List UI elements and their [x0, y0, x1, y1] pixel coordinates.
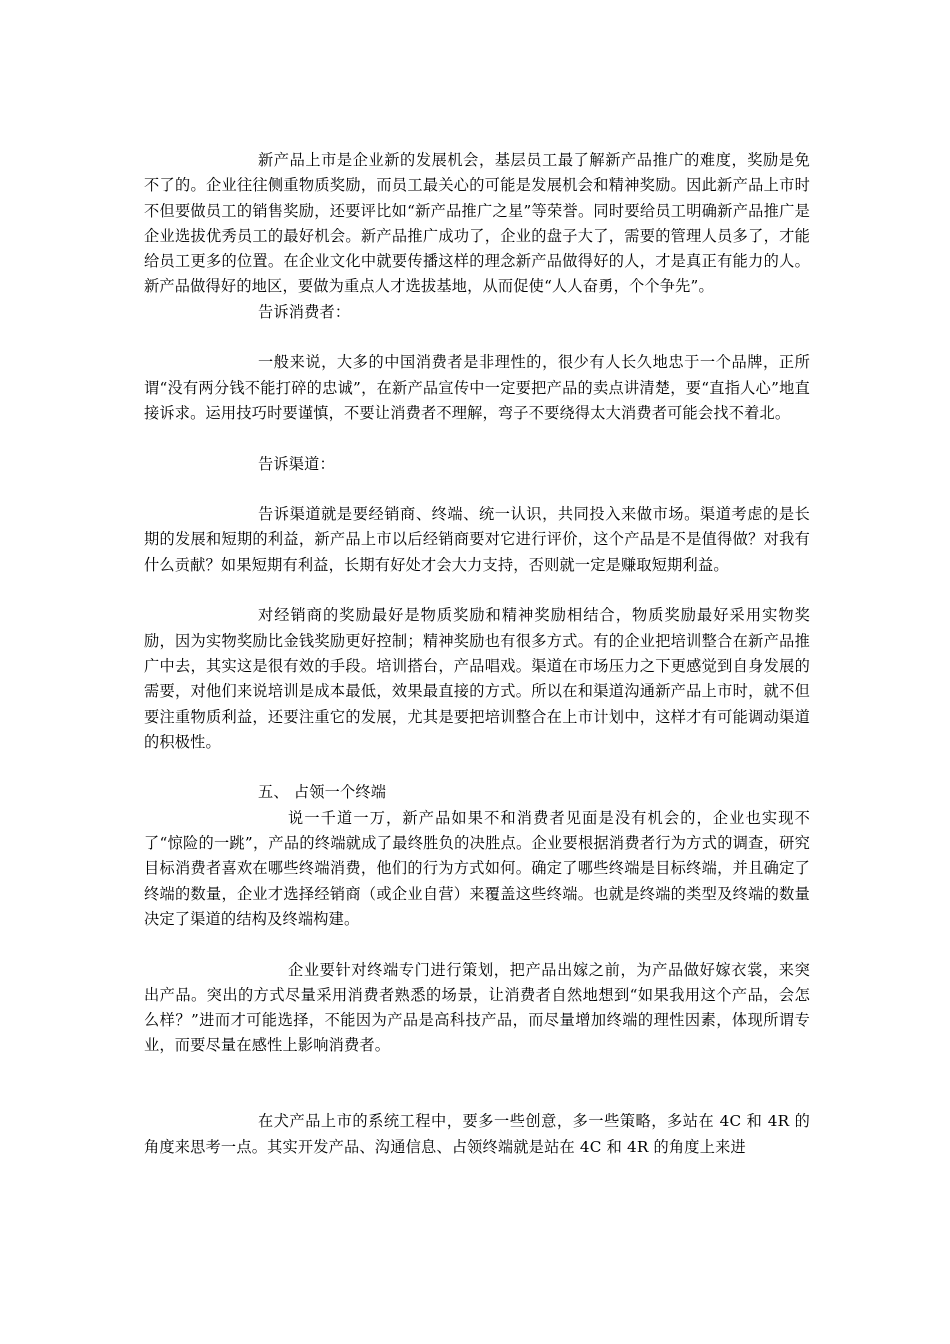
section-label-consumers: 告诉消费者： [258, 302, 351, 321]
spacer [144, 477, 810, 502]
paragraph-employee-rewards: 新产品上市是企业新的发展机会，基层员工最了解新产品推广的难度，奖励是免不了的。企业往往侧重物质奖励，而员工最关心的可能是发展机会和精神奖励。因此新产品上市时不但要做员工的销售奖励，还要评比如“新产品推广之星”等荣誉。同时要给员工明确新产品推广是企业选拔优秀员工的最好机会。新产品推广成功了，企业的盘子大了，需要的管理人员多了，才能给员工更多的位置。在企业文化中就要传播这样的理念新产品做得好的人，才是真正有能力的人。新产品做得好的地区，要做为重点人才选拔基地，从而促使“人人奋勇，个个争先”。 [144, 151, 810, 296]
spacer [144, 932, 810, 957]
spacer [144, 755, 810, 780]
document-body [144, 148, 810, 1160]
spacer [144, 325, 810, 350]
spacer [144, 1059, 810, 1110]
paragraph-terminal-planning: 企业要针对终端专门进行策划，把产品出嫁之前，为产品做好嫁衣裳，来突出产品。突出的方式尽量采用消费者熟悉的场景，让消费者自然地想到“如果我用这个产品，会怎么样？”进而才可能选择，不能因为产品是高科技产品，而尽量增加终端的理性因素，体现所谓专业，而要尽量在感性上影响消费者。 [144, 960, 810, 1055]
spacer [144, 426, 810, 451]
paragraph-conclusion: 在犬产品上市的系统工程中，要多一些创意，多一些策略，多站在 4C 和 4R 的角度来思考一点。其实开发产品、沟通信息、占领终端就是站在 4C 和 4R 的角度上来进 [144, 1112, 810, 1156]
paragraph-dealer-rewards: 对经销商的奖励最好是物质奖励和精神奖励相结合，物质奖励最好采用实物奖励，因为实物奖励比金钱奖励更好控制；精神奖励也有很多方式。有的企业把培训整合在新产品推广中去，其实这是很有效的手段。培训搭台，产品唱戏。渠道在市场压力之下更感觉到自身发展的需要，对他们来说培训是成本最低，效果最直接的方式。所以在和渠道沟通新产品上市时，就不但要注重物质利益，还要注重它的发展，尤其是要把培训整合在上市计划中，这样才有可能调动渠道的积极性。 [144, 606, 810, 751]
paragraph-consumers: 一般来说，大多的中国消费者是非理性的，很少有人长久地忠于一个品牌，正所谓“没有两分钱不能打碎的忠诚”，在新产品宣传中一定要把产品的卖点讲清楚，要“直指人心”地直接诉求。运用技巧时要谨慎，不要让消费者不理解，弯子不要绕得太大消费者可能会找不着北。 [144, 353, 810, 422]
section-label-channels: 告诉渠道： [258, 454, 335, 473]
spacer [144, 578, 810, 603]
section-heading-terminal: 五、 占领一个终端 [258, 783, 387, 802]
paragraph-terminal: 说一千道一万，新产品如果不和消费者见面是没有机会的，企业也实现不了“惊险的一跳”，产品的终端就成了最终胜负的决胜点。企业要根据消费者行为方式的调查，研究目标消费者喜欢在哪些终端消费，他们的行为方式如何。确定了哪些终端是目标终端，并且确定了终端的数量，企业才选择经销商（或企业自营）来覆盖这些终端。也就是终端的类型及终端的数量决定了渠道的结构及终端构建。 [144, 808, 810, 928]
paragraph-channels: 告诉渠道就是要经销商、终端、统一认识，共同投入来做市场。渠道考虑的是长期的发展和短期的利益，新产品上市以后经销商要对它进行评价，这个产品是不是值得做？对我有什么贡献？如果短期有利益，长期有好处才会大力支持，否则就一定是赚取短期利益。 [144, 505, 810, 574]
